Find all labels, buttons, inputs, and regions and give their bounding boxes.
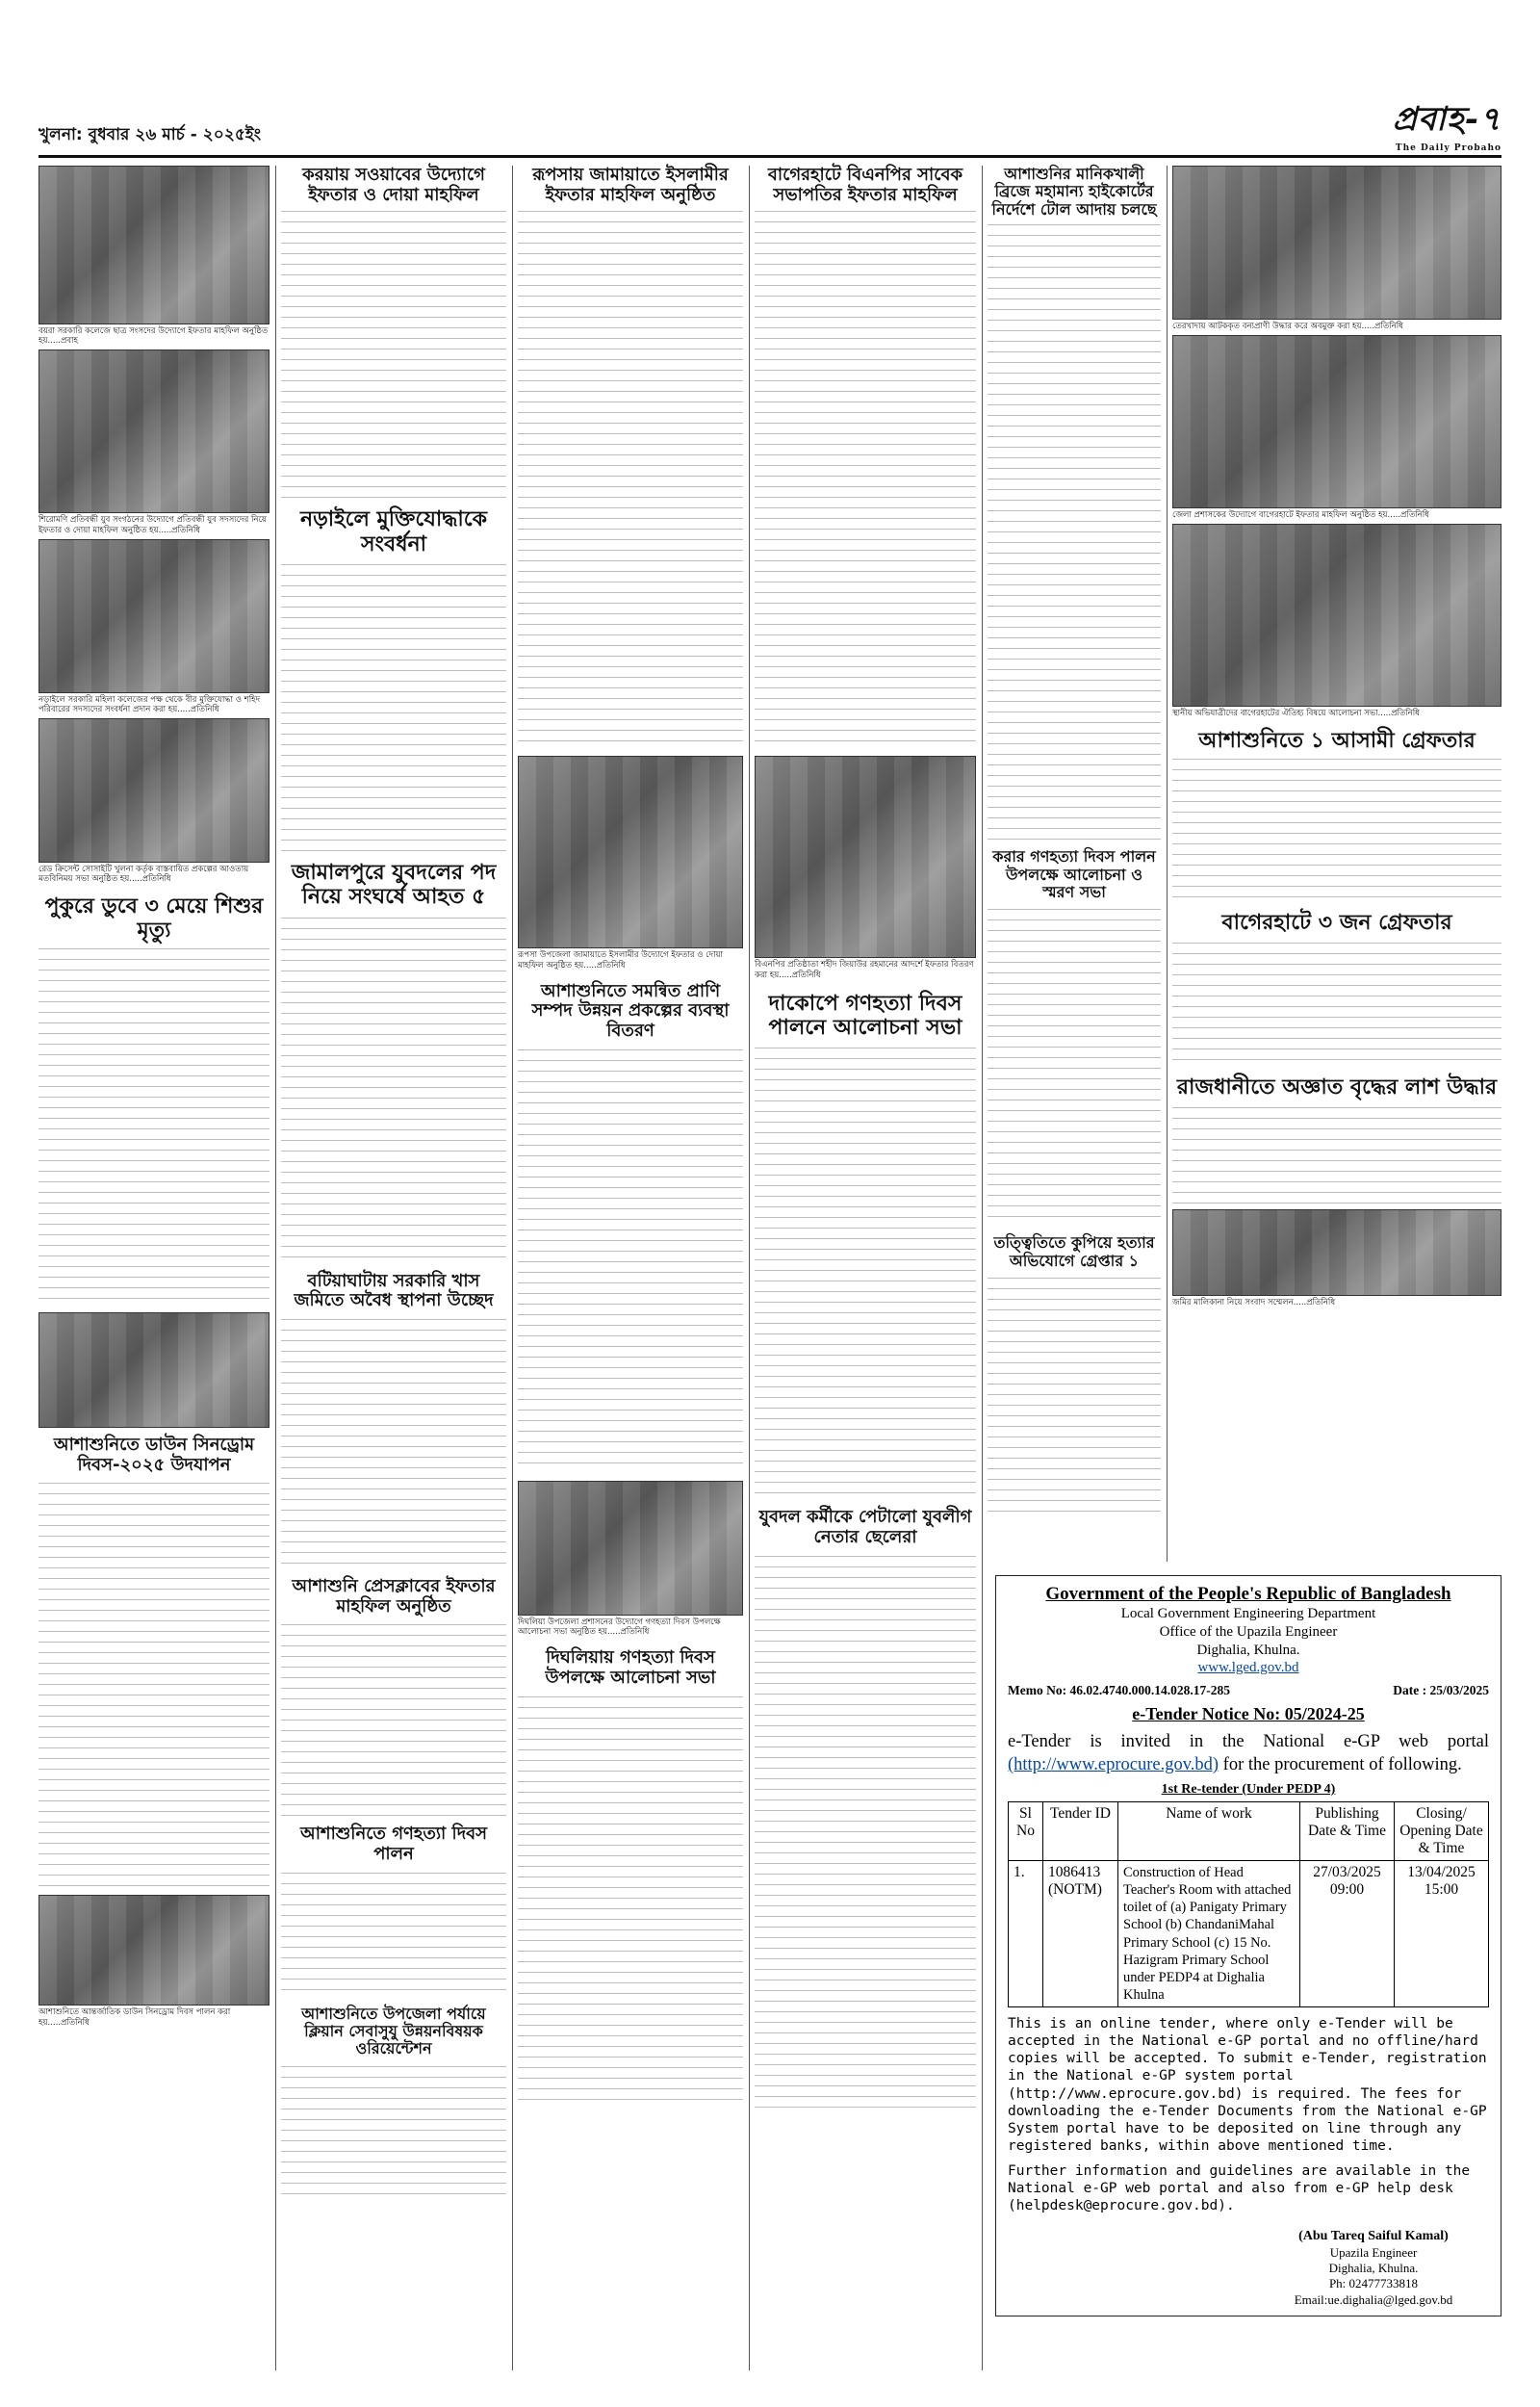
news-photo	[1172, 335, 1502, 508]
tender-intro-b: for the procurement of following.	[1222, 1755, 1462, 1775]
photo-caption: তেরখাদায় আটককৃত বন্যপ্রাণী উদ্ধার করে অবমুক্ত করা হয়.....প্রতিনিধি	[1172, 322, 1403, 331]
article-body	[1172, 1107, 1502, 1204]
news-photo	[755, 756, 976, 958]
article-headline: বাগেরহাটে বিএনপির সাবেক সভাপতির ইফতার মাহফিল	[767, 165, 963, 205]
article-body	[281, 211, 506, 500]
tender-retender: 1st Re-tender (Under PEDP 4)	[1161, 1782, 1336, 1798]
article-headline: রাজধানীতে অজ্ঞাত বৃদ্ধের লাশ উদ্ধার	[1176, 1075, 1498, 1100]
tender-table	[1008, 1801, 1489, 2007]
photo-caption: স্থানীয় অভিযাত্রীদের বাগেরহাটের ঐতিহ্য বিষয়ে আলোচনা সভা.....প্রতিনিধি	[1172, 709, 1420, 719]
article-body	[988, 224, 1161, 841]
article-body	[518, 211, 743, 750]
article-headline: বাগেরহাটে ৩ জন গ্রেফতার	[1221, 910, 1452, 935]
news-photo	[38, 1312, 270, 1428]
article-body	[988, 1278, 1161, 1518]
article-headline: নড়াইলে মুক্তিযোদ্ধাকে সংবর্ধনা	[299, 507, 488, 556]
photo-caption: বিএনপির প্রতিষ্ঠাতা শহীদ জিয়াউর রহমানের আদর্শে ইফতার বিতরণ করা হয়.....প্রতিনিধি	[755, 960, 974, 980]
tender-dept: Local Government Engineering Department	[1120, 1606, 1376, 1621]
table-header: Publishing Date & Time	[1300, 1802, 1395, 1861]
signer-email: Email:ue.dighalia@lged.gov.bd	[1294, 2291, 1453, 2307]
tender-memo: Memo No: 46.02.4740.000.14.028.17-285	[1008, 1683, 1230, 1697]
tender-intro-a: e-Tender is invited in the National e-GP web portal	[1008, 1732, 1489, 1751]
photo-caption: বয়রা সরকারি কলেজে ছাত্র সংসদের উদ্যোগে ইফতার মাহফিল অনুষ্ঠিত হয়.....প্রবাহ	[38, 326, 269, 347]
table-header: Closing/ Opening Date & Time	[1395, 1802, 1489, 1861]
photo-caption: জমির মালিকানা নিয়ে সংবাদ সম্মেলন.....প্রতিনিধি	[1172, 1298, 1336, 1308]
photo-caption: রেড ক্রিসেন্ট সোসাইটি খুলনা কর্তৃক বাস্তবায়িত প্রকল্পের আওতায় মতবিনিময় সভা অনুষ্ঠিত হয়.....প্রতিনিধি	[38, 865, 249, 885]
tender-date: Date : 25/03/2025	[1393, 1683, 1489, 1697]
article-body	[281, 2066, 506, 2201]
newspaper-logo	[1393, 94, 1502, 153]
dateline: খুলনা: বুধবার ২৬ মার্চ - ২০২৫ইং	[38, 125, 262, 144]
article-body	[755, 1048, 976, 1500]
news-photo	[1172, 1209, 1502, 1296]
tender-website-link[interactable]: www.lged.gov.bd	[1197, 1660, 1299, 1676]
tender-office: Office of the Upazila Engineer	[1159, 1623, 1338, 1640]
article-headline: তত্ত্বিতিতে কুপিয়ে হত্যার অভিযোগে গ্রেপ্তার ১	[993, 1233, 1155, 1270]
photo-caption: জেলা প্রশাসকের উদ্যোগে বাগেরহাটে ইফতার মাহফিল অনুষ্ঠিত হয়.....প্রতিনিধি	[1172, 510, 1429, 521]
article-headline: দিঘলিয়ায় গণহত্যা দিবস উপলক্ষে আলোচনা সভা	[545, 1647, 716, 1688]
masthead	[38, 100, 1502, 158]
article-body	[755, 1556, 976, 2114]
article-headline: আশাশুনিতে গণহত্যা দিবস পালন	[299, 1824, 488, 1864]
tender-paragraph: Further information and guidelines are available in the National e-GP web portal and also from e-GP help desk (helpdesk@eprocure.gov.bd).	[1008, 2163, 1471, 2214]
article-headline: আশাশুনি প্রেসক্লাবের ইফতার মাহফিল অনুষ্ঠিত	[292, 1575, 496, 1617]
article-headline: আশাশুনিতে ডাউন সিনড্রোম দিবস-২০২৫ উদযাপন	[53, 1435, 255, 1475]
logo-text: প্রবাহ-৭	[1392, 100, 1502, 139]
table-header: Tender ID	[1043, 1802, 1118, 1861]
photo-caption: আশাশুনিতে আন্তর্জাতিক ডাউন সিনড্রোম দিবস পালন করা হয়.....প্রতিনিধি	[38, 2007, 231, 2028]
photo-caption: রূপসা উপজেলা জামায়াতে ইসলামীর উদ্যোগে ইফতার ও দোয়া মাহফিল অনুষ্ঠিত হয়.....প্রতিনিধি	[518, 950, 724, 971]
article-body	[1172, 943, 1502, 1068]
article-headline: আশাশুনিতে সমন্বিত প্রাণি সম্পদ উন্নয়ন প্রকল্পের ব্যবস্থা বিতরণ	[531, 980, 730, 1042]
table-cell: 1.	[1009, 1861, 1043, 2007]
column-4	[755, 166, 976, 2114]
article-headline: পুকুরে ডুবে ৩ মেয়ে শিশুর মৃত্যু	[44, 893, 264, 943]
article-headline: দাকোপে গণহত্যা দিবস পালনে আলোচনা সভা	[768, 991, 962, 1041]
signer-title: Upazila Engineer	[1329, 2244, 1418, 2260]
column-1	[38, 166, 270, 2032]
table-header-row	[1009, 1802, 1489, 1861]
column-divider	[512, 166, 513, 2370]
tender-place: Dighalia, Khulna.	[1196, 1642, 1300, 1658]
signer-place: Dighalia, Khulna.	[1328, 2261, 1419, 2276]
column-3	[518, 166, 743, 2101]
photo-caption: দিঘলিয়া উপজেলা প্রশাসনের উদ্যোগে গণহত্যা দিবস উপলক্ষে আলোচনা সভা অনুষ্ঠিত হয়.....প্রতিনিধি	[518, 1617, 721, 1637]
tender-notice-title: e-Tender Notice No: 05/2024-25	[1132, 1704, 1365, 1723]
article-headline: আশাশুনির মানিকখালী ব্রিজে মহামান্য হাইকোর্টের নির্দেশে টোল আদায় চলছে	[991, 165, 1157, 219]
column-divider	[982, 166, 983, 2370]
tender-portal-link[interactable]: (http://www.eprocure.gov.bd)	[1008, 1755, 1219, 1775]
article-body	[38, 948, 270, 1305]
article-headline: আশাশুনিতে ১ আসামী গ্রেফতার	[1198, 728, 1476, 753]
column-divider	[275, 166, 276, 2370]
news-photo	[518, 756, 743, 948]
tender-intro	[1008, 1730, 1489, 1776]
article-body	[281, 1624, 506, 1817]
table-cell: Construction of Head Teacher's Room with attached toilet of (a) Panigaty Primary School (b) ChandaniMahal Primary School (c) 15 No. Hazigram Primary School under PEDP4 at Dighalia Khulna	[1118, 1861, 1300, 2007]
article-body	[281, 1319, 506, 1569]
table-cell: 1086413 (NOTM)	[1043, 1861, 1118, 2007]
table-cell: 13/04/2025 15:00	[1395, 1861, 1489, 2007]
news-photo	[38, 718, 270, 863]
signer-phone: Ph: 02477733818	[1328, 2276, 1419, 2291]
tender-signature	[1258, 2228, 1489, 2308]
table-row	[1009, 1861, 1489, 2007]
table-cell: 27/03/2025 09:00	[1300, 1861, 1395, 2007]
column-divider	[749, 166, 750, 2370]
tender-notice	[995, 1575, 1502, 2316]
article-headline: বটিয়াঘাটায় সরকারি খাস জমিতে অবৈধ স্থাপনা উচ্ছেদ	[294, 1270, 494, 1311]
table-header: Name of work	[1118, 1802, 1300, 1861]
news-photo	[38, 166, 270, 324]
article-body	[518, 1696, 743, 2101]
article-headline: আশাশুনিতে উপজেলা পর্যায়ে ক্লিয়ান সেবাসুযু উন্নয়নবিষয়ক ওরিয়েন্টেশন	[301, 2004, 486, 2058]
photo-caption: নড়াইলে সরকারি মহিলা কলেজের পক্ষ থেকে বীর মুক্তিযোদ্ধা ও শহিদ পরিবারের সদস্যদের সংবর্ধনা প্রদান করা হয়.....প্রতিনিধি	[38, 694, 261, 714]
article-body	[518, 1049, 743, 1473]
column-divider	[1167, 166, 1168, 1562]
tender-memo-row	[1008, 1683, 1489, 1698]
article-headline: রূপসায় জামায়াতে ইসলামীর ইফতার মাহফিল অনুষ্ঠিত	[532, 165, 729, 205]
news-photo	[1172, 166, 1502, 320]
column-5	[988, 166, 1161, 1518]
news-photo	[1172, 524, 1502, 707]
signer-name: (Abu Tareq Saiful Kamal)	[1298, 2229, 1449, 2244]
tender-paragraph: This is an online tender, where only e-Tender will be accepted in the National e-GP portal and no offline/hard copies will be accepted. To submit e-Tender, registration in the National e-GP system portal (http://www.eprocure.gov.bd) is required. The fees for downloading the e-Tender Documents from the National e-GP System portal have to be deposited on line through any registered banks, within above mentioned time.	[1008, 2016, 1487, 2154]
news-photo	[38, 349, 270, 513]
article-body	[281, 564, 506, 853]
article-body	[281, 918, 506, 1264]
column-2	[281, 166, 506, 2201]
news-photo	[38, 1895, 270, 2006]
photo-caption: শিরোমণি প্রতিবন্ধী যুব সংগঠনের উদ্যোগে প্রতিবন্ধী যুব সদস্যদের নিয়ে ইফতার ও দোয়া মাহফিল অনুষ্ঠিত হয়.....প্রতিনিধি	[38, 515, 267, 535]
article-body	[988, 909, 1161, 1227]
article-body	[38, 1483, 270, 1887]
article-headline: করয়ায় সওয়াবের উদ্যোগে ইফতার ও দোয়া মাহফিল	[302, 165, 485, 205]
news-photo	[518, 1481, 743, 1616]
tender-gov: Government of the People's Republic of Bangladesh	[1045, 1584, 1451, 1604]
article-headline: জামালপুরে যুবদলের পদ নিয়ে সংঘর্ষে আহত ৫	[291, 860, 497, 910]
news-photo	[38, 539, 270, 693]
article-body	[281, 1873, 506, 1998]
article-headline: করার গণহত্যা দিবস পালন উপলক্ষে আলোচনা ও স্মরণ সভা	[992, 847, 1156, 901]
article-body	[755, 211, 976, 750]
table-header: Sl No	[1009, 1802, 1043, 1861]
article-body	[1172, 759, 1502, 903]
logo-subtitle: The Daily Probaho	[1395, 143, 1502, 153]
column-6	[1172, 166, 1502, 1312]
article-headline: যুবদল কর্মীকে পেটালো যুবলীগ নেতার ছেলেরা	[758, 1507, 972, 1548]
